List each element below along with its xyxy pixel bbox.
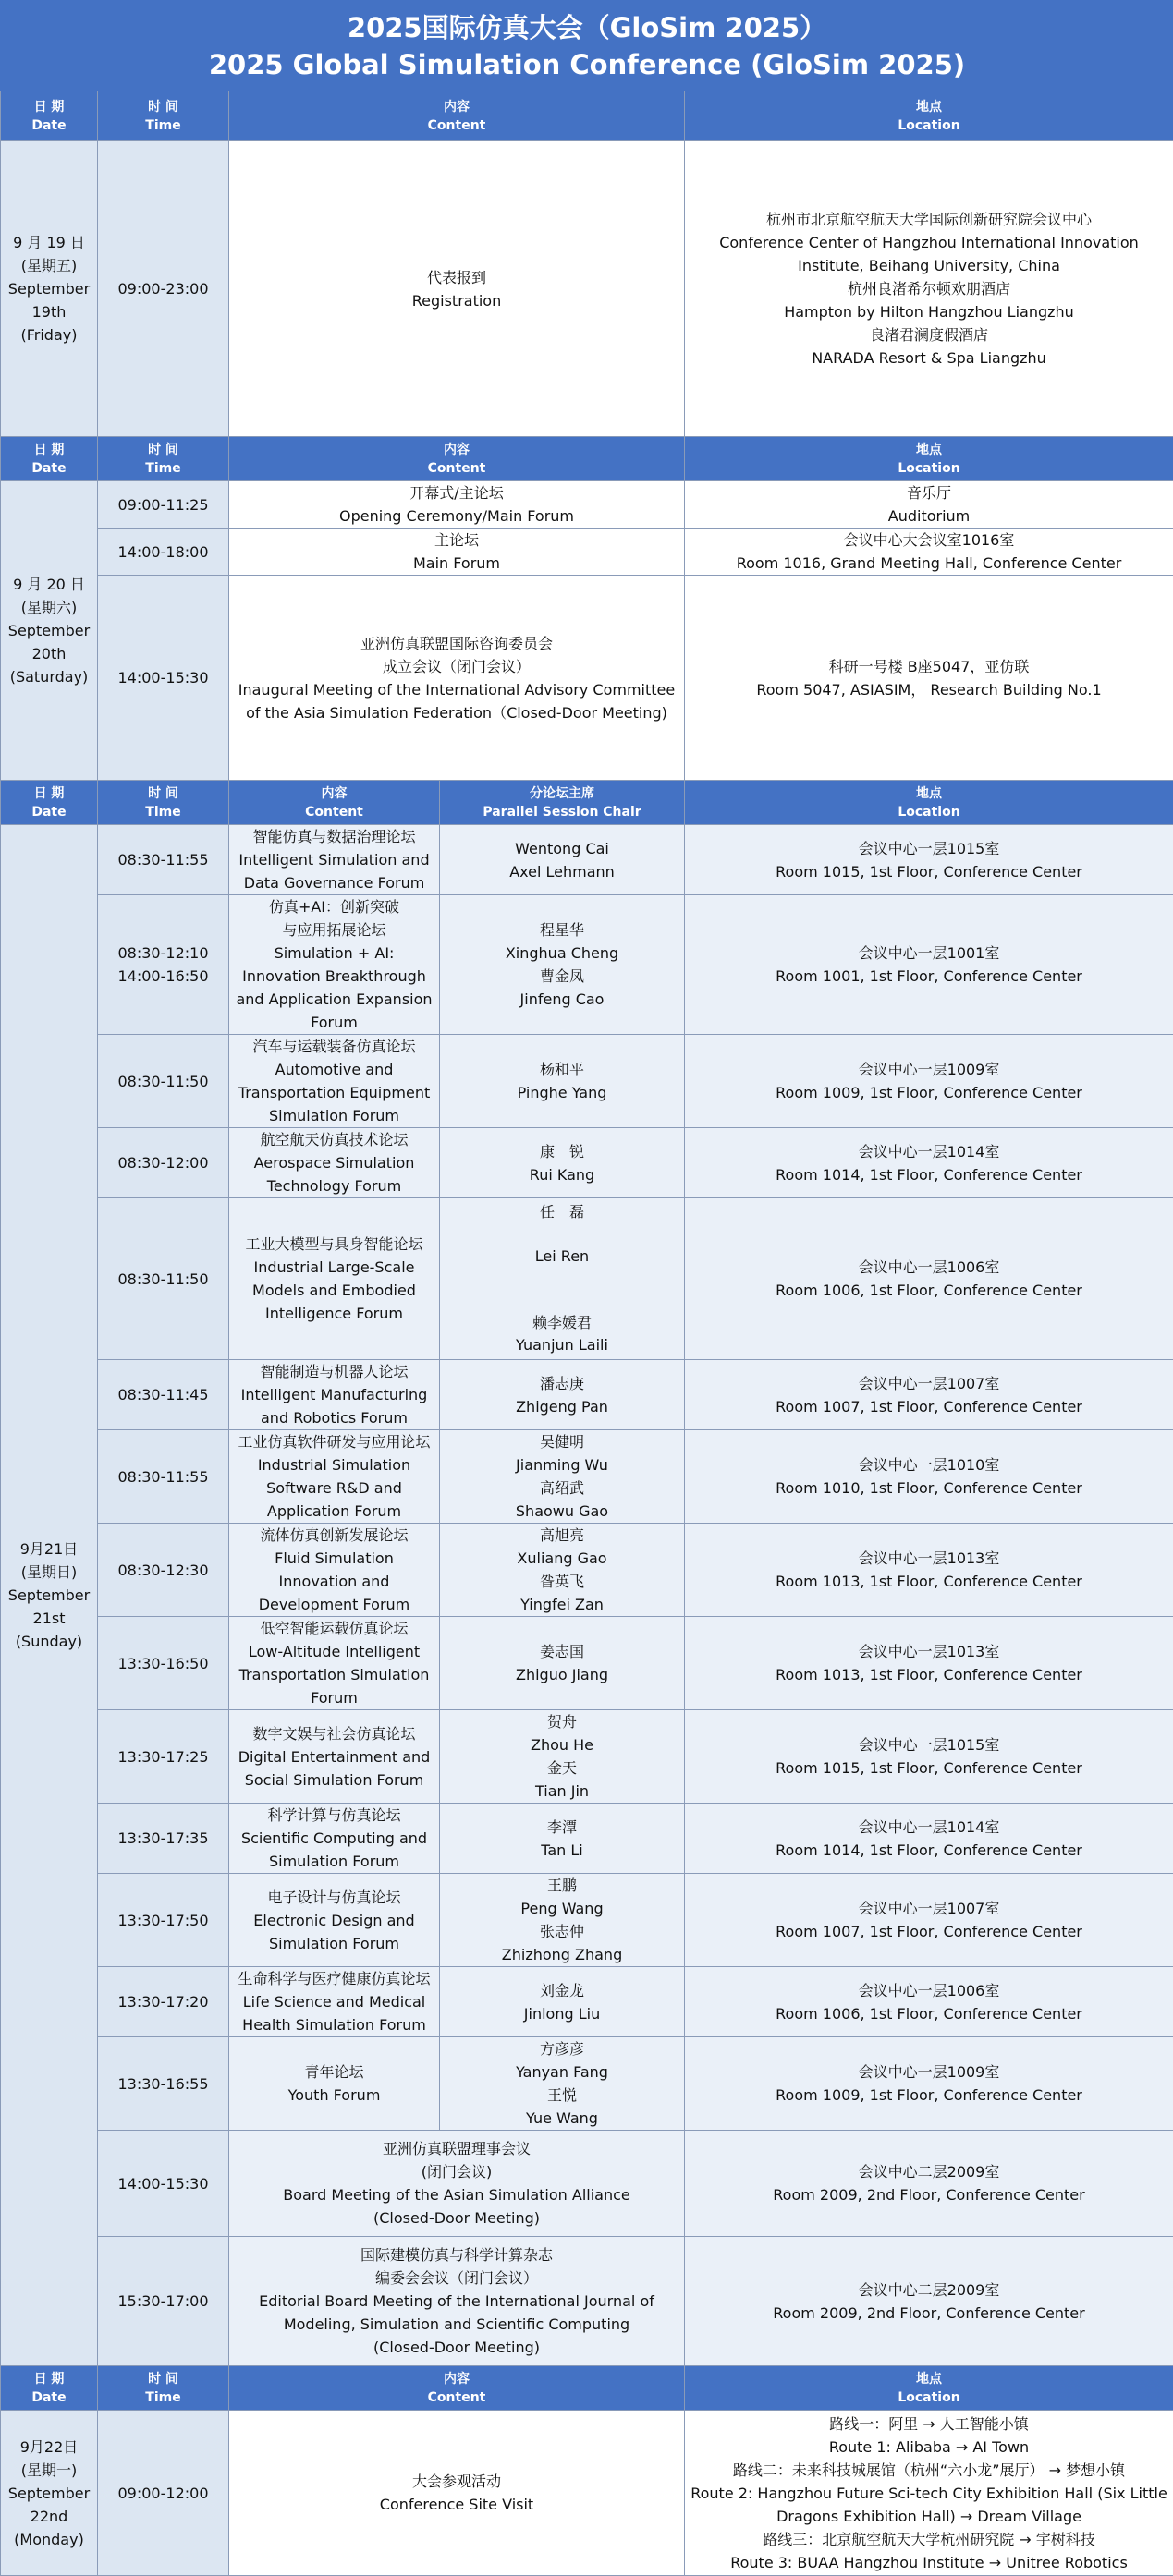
session-time: 08:30-12:00 (98, 1128, 229, 1198)
session-location: 科研一号楼 B座5047，亚仿联 Room 5047, ASIASIM， Research Building No.1 (685, 576, 1173, 781)
session-location: 会议中心一层1015室 Room 1015, 1st Floor, Conference Center (685, 825, 1173, 895)
day1-date: 9 月 19 日 (星期五) September 19th (Friday) (1, 141, 98, 437)
forum-chair: 潘志庚 Zhigeng Pan (440, 1360, 685, 1430)
title-row (1, 1, 1173, 91)
session-time: 13:30-16:55 (98, 2037, 229, 2131)
session-location: 会议中心大会议室1016室 Room 1016, Grand Meeting Hall, Conference Center (685, 529, 1173, 576)
session-content: 亚洲仿真联盟国际咨询委员会 成立会议（闭门会议） Inaugural Meeting of the International Advisory Committee of the Asia Simulation Federation（Closed-Door Meeting) (229, 576, 685, 781)
session-time: 08:30-11:55 (98, 825, 229, 895)
session-time: 08:30-11:45 (98, 1360, 229, 1430)
meeting-row (1, 2131, 1173, 2237)
day1-row (1, 141, 1173, 437)
session-time: 08:30-12:30 (98, 1524, 229, 1617)
forum-name: 流体仿真创新发展论坛 Fluid Simulation Innovation and Development Forum (229, 1524, 440, 1617)
session-time: 08:30-11:50 (98, 1035, 229, 1128)
forum-chair: 高旭亮 Xuliang Gao 昝英飞 Yingfei Zan (440, 1524, 685, 1617)
forum-row (1, 1430, 1173, 1524)
session-time: 08:30-11:50 (98, 1198, 229, 1360)
session-location: 会议中心一层1014室 Room 1014, 1st Floor, Conference Center (685, 1804, 1173, 1874)
day2-row (1, 529, 1173, 576)
forum-row (1, 1617, 1173, 1710)
forum-chair: 刘金龙 Jinlong Liu (440, 1967, 685, 2037)
forum-row (1, 1967, 1173, 2037)
day4-row (1, 2411, 1173, 2576)
forum-name: 仿真+AI：创新突破 与应用拓展论坛 Simulation + AI: Innovation Breakthrough and Application Expansion Forum (229, 895, 440, 1035)
day2-row (1, 481, 1173, 529)
forum-chair: 吴健明 Jianming Wu 高绍武 Shaowu Gao (440, 1430, 685, 1524)
forum-row (1, 1874, 1173, 1967)
session-time: 13:30-16:50 (98, 1617, 229, 1710)
meeting-content: 亚洲仿真联盟理事会议 (闭门会议) Board Meeting of the Asian Simulation Alliance (Closed-Door Meeting) (229, 2131, 685, 2237)
session-location: 会议中心一层1007室 Room 1007, 1st Floor, Conference Center (685, 1874, 1173, 1967)
header-date: 日 期 Date (1, 91, 98, 141)
session-time: 13:30-17:35 (98, 1804, 229, 1874)
day3-date: 9月21日 (星期日) September 21st (Sunday) (1, 825, 98, 2366)
header-location: 地点 Location (685, 91, 1173, 141)
day1-location: 杭州市北京航空航天大学国际创新研究院会议中心 Conference Center of Hangzhou International Innovation Institute, Beihang University, China 杭州良渚希尔顿欢朋酒店 Hampton by Hilton Hangzhou Liangzhu 良渚君澜度假酒店 NARADA Resort & Spa Liangzhu (685, 141, 1173, 437)
session-time: 09:00-11:25 (98, 481, 229, 529)
forum-row (1, 1804, 1173, 1874)
session-location: 会议中心二层2009室 Room 2009, 2nd Floor, Conference Center (685, 2237, 1173, 2366)
header-content: 内容 Content (229, 91, 685, 141)
forum-chair: 王鹏 Peng Wang 张志仲 Zhizhong Zhang (440, 1874, 685, 1967)
day2-row (1, 576, 1173, 781)
forum-chair: 贺舟 Zhou He 金天 Tian Jin (440, 1710, 685, 1804)
header-row: 日 期 Date 时 间 Time 内容 Content 分论坛主席 Parallel Session Chair 地点 Location (1, 781, 1173, 825)
session-content: 开幕式/主论坛 Opening Ceremony/Main Forum (229, 481, 685, 529)
forum-chair: 方彦彦 Yanyan Fang 王悦 Yue Wang (440, 2037, 685, 2131)
forum-row (1, 1524, 1173, 1617)
forum-chair: 姜志国 Zhiguo Jiang (440, 1617, 685, 1710)
session-time: 14:00-15:30 (98, 576, 229, 781)
forum-chair: 程星华 Xinghua Cheng 曹金凤 Jinfeng Cao (440, 895, 685, 1035)
header-row: 日 期 Date 时 间 Time 内容 Content 地点 Location (1, 2366, 1173, 2411)
forum-row (1, 1360, 1173, 1430)
forum-name: 工业仿真软件研发与应用论坛 Industrial Simulation Software R&D and Application Forum (229, 1430, 440, 1524)
forum-name: 智能制造与机器人论坛 Intelligent Manufacturing and Robotics Forum (229, 1360, 440, 1430)
header-chair: 分论坛主席 Parallel Session Chair (440, 781, 685, 825)
session-location: 会议中心一层1014室 Room 1014, 1st Floor, Conference Center (685, 1128, 1173, 1198)
forum-chair: 任 磊 Lei Ren 赖李媛君 Yuanjun Laili (440, 1198, 685, 1360)
day2-date: 9 月 20 日 (星期六) September 20th (Saturday) (1, 481, 98, 781)
forum-row (1, 2037, 1173, 2131)
session-location: 会议中心一层1009室 Room 1009, 1st Floor, Conference Center (685, 1035, 1173, 1128)
session-location: 会议中心一层1015室 Room 1015, 1st Floor, Conference Center (685, 1710, 1173, 1804)
forum-name: 生命科学与医疗健康仿真论坛 Life Science and Medical Health Simulation Forum (229, 1967, 440, 2037)
day4-content: 大会参观活动 Conference Site Visit (229, 2411, 685, 2576)
session-time: 13:30-17:50 (98, 1874, 229, 1967)
session-location: 音乐厅 Auditorium (685, 481, 1173, 529)
day1-content: 代表报到 Registration (229, 141, 685, 437)
title-cn: 2025国际仿真大会（GloSim 2025） (4, 9, 1170, 46)
session-time: 13:30-17:20 (98, 1967, 229, 2037)
forum-chair: 李潭 Tan Li (440, 1804, 685, 1874)
session-location: 会议中心一层1001室 Room 1001, 1st Floor, Conference Center (685, 895, 1173, 1035)
session-location: 会议中心二层2009室 Room 2009, 2nd Floor, Conference Center (685, 2131, 1173, 2237)
session-location: 会议中心一层1006室 Room 1006, 1st Floor, Conference Center (685, 1967, 1173, 2037)
header-row: 日 期 Date 时 间 Time 内容 Content 地点 Location (1, 437, 1173, 481)
session-time: 14:00-18:00 (98, 529, 229, 576)
forum-row (1, 895, 1173, 1035)
forum-name: 电子设计与仿真论坛 Electronic Design and Simulation Forum (229, 1874, 440, 1967)
day4-date: 9月22日 (星期一) September 22nd (Monday) (1, 2411, 98, 2576)
header-row (1, 91, 1173, 141)
meeting-content: 国际建模仿真与科学计算杂志 编委会会议（闭门会议） Editorial Board Meeting of the International Journal of Modeling, Simulation and Scientific Computing (Closed-Door Meeting) (229, 2237, 685, 2366)
forum-chair: Wentong Cai Axel Lehmann (440, 825, 685, 895)
header-time: 时 间 Time (98, 91, 229, 141)
session-location: 会议中心一层1009室 Room 1009, 1st Floor, Conference Center (685, 2037, 1173, 2131)
meeting-row (1, 2237, 1173, 2366)
forum-row (1, 1128, 1173, 1198)
forum-row (1, 1198, 1173, 1360)
forum-row (1, 1035, 1173, 1128)
title-en: 2025 Global Simulation Conference (GloSim 2025) (4, 46, 1170, 83)
forum-name: 工业大模型与具身智能论坛 Industrial Large-Scale Models and Embodied Intelligence Forum (229, 1198, 440, 1360)
day1-time: 09:00-23:00 (98, 141, 229, 437)
forum-name: 数字文娱与社会仿真论坛 Digital Entertainment and Social Simulation Forum (229, 1710, 440, 1804)
session-time: 08:30-11:55 (98, 1430, 229, 1524)
forum-name: 低空智能运载仿真论坛 Low-Altitude Intelligent Transportation Simulation Forum (229, 1617, 440, 1710)
forum-name: 汽车与运载装备仿真论坛 Automotive and Transportation Equipment Simulation Forum (229, 1035, 440, 1128)
forum-row (1, 1710, 1173, 1804)
forum-chair: 康 锐 Rui Kang (440, 1128, 685, 1198)
forum-name: 科学计算与仿真论坛 Scientific Computing and Simulation Forum (229, 1804, 440, 1874)
session-content: 主论坛 Main Forum (229, 529, 685, 576)
session-location: 会议中心一层1013室 Room 1013, 1st Floor, Conference Center (685, 1617, 1173, 1710)
forum-name: 航空航天仿真技术论坛 Aerospace Simulation Technology Forum (229, 1128, 440, 1198)
forum-chair: 杨和平 Pinghe Yang (440, 1035, 685, 1128)
session-location: 会议中心一层1010室 Room 1010, 1st Floor, Conference Center (685, 1430, 1173, 1524)
day4-location: 路线一：阿里 → 人工智能小镇 Route 1: Alibaba → AI Town 路线二：未来科技城展馆（杭州“六小龙”展厅） → 梦想小镇 Route 2: Hangzhou Future Sci-tech City Exhibition Hall (Six Little Dragons Exhibition Hall) → Dream Village 路线三：北京航空航天大学杭州研究院 → 宇树科技 Route 3: BUAA Hangzhou Institute → Unitree Robotics (685, 2411, 1173, 2576)
session-time: 13:30-17:25 (98, 1710, 229, 1804)
session-location: 会议中心一层1006室 Room 1006, 1st Floor, Conference Center (685, 1198, 1173, 1360)
forum-name: 青年论坛 Youth Forum (229, 2037, 440, 2131)
session-time: 08:30-12:10 14:00-16:50 (98, 895, 229, 1035)
day4-time: 09:00-12:00 (98, 2411, 229, 2576)
session-time: 15:30-17:00 (98, 2237, 229, 2366)
forum-name: 智能仿真与数据治理论坛 Intelligent Simulation and Data Governance Forum (229, 825, 440, 895)
session-location: 会议中心一层1007室 Room 1007, 1st Floor, Conference Center (685, 1360, 1173, 1430)
session-time: 14:00-15:30 (98, 2131, 229, 2237)
session-location: 会议中心一层1013室 Room 1013, 1st Floor, Conference Center (685, 1524, 1173, 1617)
forum-row (1, 825, 1173, 895)
